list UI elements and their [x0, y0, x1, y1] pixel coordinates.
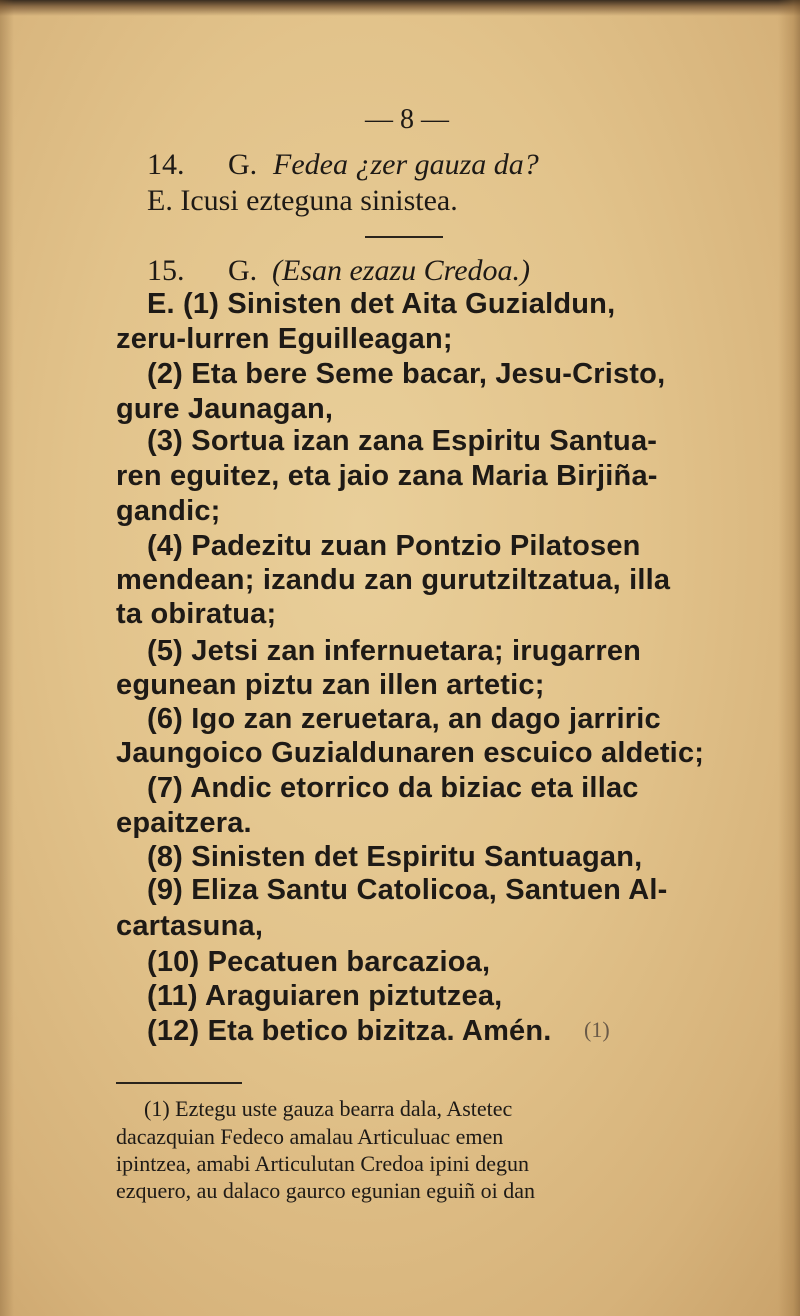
- creed-line: E. (1) Sinisten det Aita Guzialdun,: [147, 288, 616, 320]
- creed-line: mendean; izandu zan gurutziltzatua, illa: [116, 564, 671, 596]
- creed-line: epaitzera.: [116, 807, 252, 839]
- creed-line: Jaungoico Guzialdunaren escuico aldetic;: [116, 737, 705, 769]
- page-top-edge: [0, 0, 800, 16]
- creed-line: cartasuna,: [116, 910, 264, 942]
- creed-line: egunean piztu zan illen artetic;: [116, 669, 545, 701]
- footnote-line: dacazquian Fedeco amalau Articuluac emen: [116, 1124, 504, 1149]
- creed-line: (8) Sinisten det Espiritu Santuagan,: [147, 841, 643, 873]
- creed-line: zeru-lurren Eguilleagan;: [116, 323, 453, 355]
- page-left-edge: [0, 0, 14, 1316]
- q15-number: 15.: [147, 254, 185, 287]
- q15-g: G.: [228, 254, 258, 287]
- footnote-separator: [116, 1082, 242, 1084]
- q14-g: G.: [228, 148, 258, 181]
- creed-line: (6) Igo zan zeruetara, an dago jarriric: [147, 703, 661, 735]
- section-divider: [365, 236, 443, 238]
- q14-question: Fedea ¿zer gauza da?: [273, 148, 539, 181]
- creed-line: (2) Eta bere Seme bacar, Jesu-Cristo,: [147, 358, 666, 390]
- creed-line: ren eguitez, eta jaio zana Maria Birjiña-: [116, 460, 658, 492]
- q14-answer: E. Icusi ezteguna sinistea.: [147, 184, 458, 217]
- page-number: — 8 —: [365, 104, 449, 135]
- footnote-line: ipintzea, amabi Articulutan Credoa ipini degun: [116, 1151, 529, 1176]
- footnote-line: (1) Eztegu uste gauza bearra dala, Astetec: [144, 1096, 513, 1121]
- footnote-reference: (1): [584, 1017, 610, 1042]
- footnote-line: ezquero, au dalaco gaurco egunian eguiñ oi dan: [116, 1178, 536, 1203]
- creed-line: ta obiratua;: [116, 598, 277, 630]
- creed-line: (12) Eta betico bizitza. Amén.: [147, 1015, 552, 1047]
- page-right-edge: [778, 0, 800, 1316]
- creed-line: (10) Pecatuen barcazioa,: [147, 946, 491, 978]
- creed-line: (7) Andic etorrico da biziac eta illac: [147, 772, 639, 804]
- creed-line: gure Jaunagan,: [116, 393, 334, 425]
- creed-line: (4) Padezitu zuan Pontzio Pilatosen: [147, 530, 641, 562]
- creed-line: (9) Eliza Santu Catolicoa, Santuen Al-: [147, 874, 668, 906]
- creed-line: gandic;: [116, 495, 221, 527]
- creed-line: (5) Jetsi zan infernuetara; irugarren: [147, 635, 642, 667]
- creed-line: (11) Araguiaren piztutzea,: [147, 980, 503, 1012]
- q14-number: 14.: [147, 148, 185, 181]
- creed-line: (3) Sortua izan zana Espiritu Santua-: [147, 425, 658, 457]
- q15-question: (Esan ezazu Credoa.): [272, 254, 531, 287]
